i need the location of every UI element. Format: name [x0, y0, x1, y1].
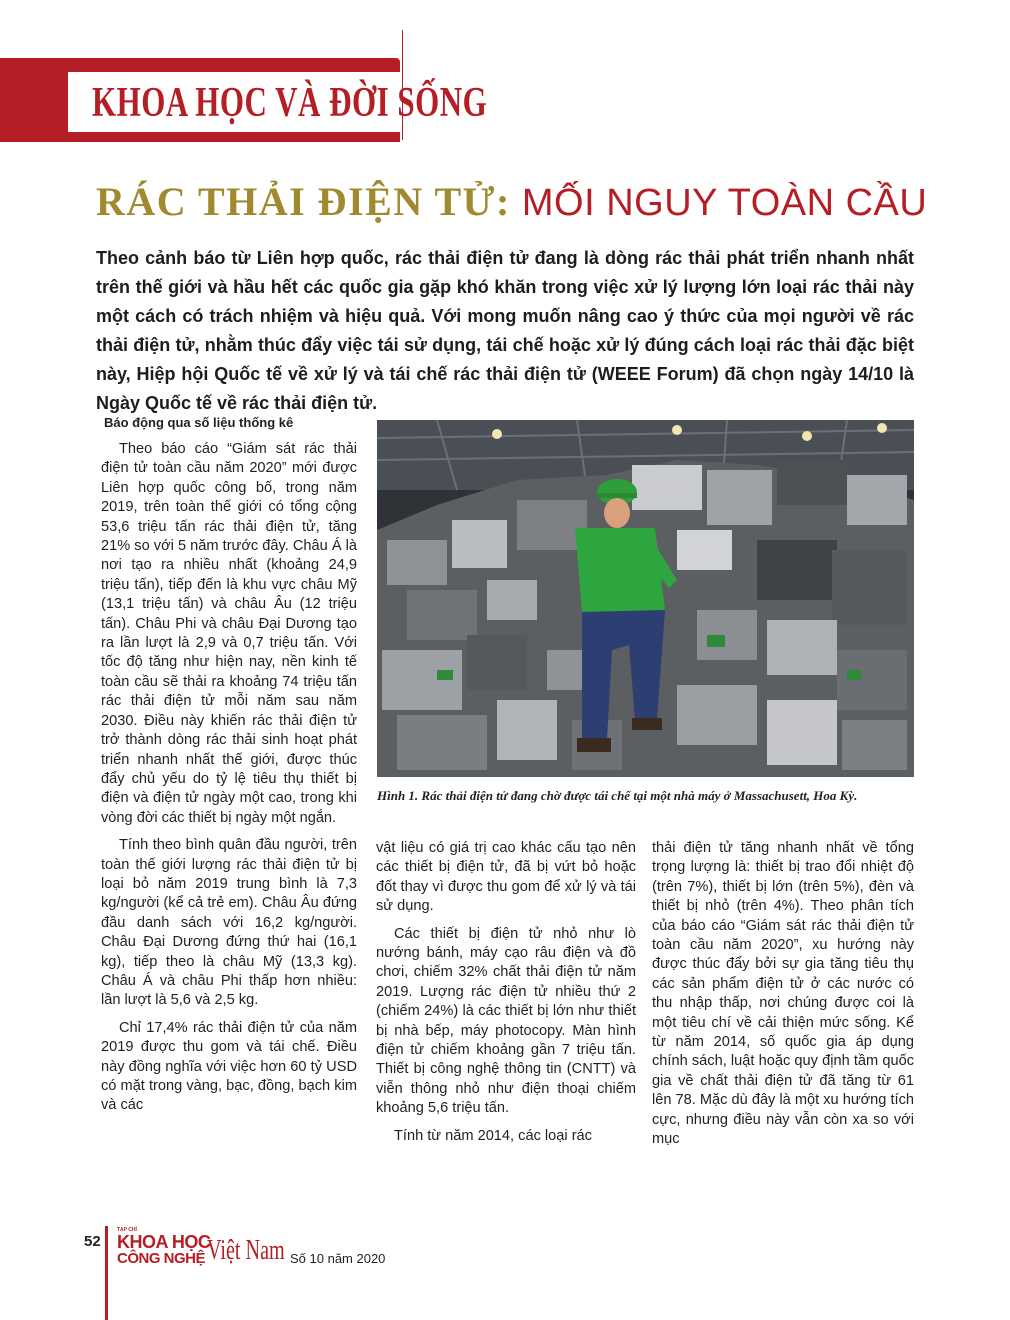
ewaste-photo-illustration	[377, 420, 914, 777]
paragraph: thải điện tử tăng nhanh nhất về tổng trọng lượng là: thiết bị trao đổi nhiệt độ (trên 7%), thiết bị lớn (trên 5%), đèn và thiết bị nhỏ (trên 4%). Theo phân tích của báo cáo “Giám sát rác thải điện tử toàn cầu năm 2020”, xu hướng này được thúc đẩy bởi sự gia tăng tiêu thụ các sản phẩm điện tử ở các nước có thu nhập thấp, nơi chúng được coi là một tiêu chí về cải thiện mức sống. Kể từ năm 2014, số quốc gia áp dụng chính sách, luật hoặc quy định tầm quốc gia về chất thải điện tử đã tăng từ 61 lên 78. Mặc dù đây là một xu hướng tích cực, nhưng điều này vẫn còn xa so với mục	[652, 840, 914, 1148]
paragraph: Các thiết bị điện tử nhỏ như lò nướng bánh, máy cạo râu điện và đồ chơi, chiếm 32% chất thải điện tử năm 2019. Lượng rác điện tử nhiều thứ 2 (chiếm 24%) là các thiết bị lớn như thiết bị nhà bếp, máy photocopy. Màn hình điện tử chiếm khoảng gần 7 triệu tấn. Thiết bị công nghệ thông tin (CNTT) và viễn thông nhỏ như điện thoại chiếm khoảng 5,6 triệu tấn.	[376, 925, 636, 1117]
column-1	[101, 440, 357, 1124]
figure-photo	[377, 420, 914, 777]
issue-label: Số 10 năm 2020	[290, 1251, 386, 1266]
headline-bold: RÁC THẢI ĐIỆN TỬ:	[96, 179, 511, 224]
paragraph: Tính từ năm 2014, các loại rác	[394, 1127, 592, 1144]
article-lead: Theo cảnh báo từ Liên hợp quốc, rác thải điện tử đang là dòng rác thải phát triển nhanh nhất trên thế giới và hầu hết các quốc gia gặp khó khăn trong việc xử lý lượng lớn loại rác thải này một cách có trách nhiệm và hiệu quả. Với mong muốn nâng cao ý thức của mọi người về rác thải điện tử, nhằm thúc đẩy việc tái sử dụng, tái chế hoặc xử lý đúng cách loại rác thải đặc biệt này, Hiệp hội Quốc tế về xử lý và tái chế rác thải điện tử (WEEE Forum) đã chọn ngày 14/10 là Ngày Quốc tế về rác thải điện tử.	[96, 248, 914, 413]
masthead-label: TẠP CHÍ	[117, 1227, 137, 1233]
column-2	[376, 839, 636, 1154]
section-subheading: Báo động qua số liệu thống kê	[104, 415, 294, 430]
paragraph: Theo báo cáo “Giám sát rác thải điện tử toàn cầu năm 2020” mới được Liên hợp quốc công bố, trong năm 2019, trên toàn thế giới có tổng cộng 53,6 triệu tấn rác thải điện tử, tăng 21% so với 5 năm trước đây. Châu Á là nơi tạo ra nhiều nhất (khoảng 24,9 triệu tấn), tiếp đến là khu vực châu Mỹ (13,1 triệu tấn) và châu Âu (12 triệu tấn). Châu Phi và châu Đại Dương tạo ra lần lượt là 2,9 và 0,7 triệu tấn. Với tốc độ tăng như hiện nay, nền kinh tế toàn cầu sẽ thải ra khoảng 74 triệu tấn rác thải điện tử mỗi năm sau năm 2030. Điều này khiến rác thải điện tử trở thành dòng rác thải sinh hoạt phát triển nhanh nhất thế giới, được thúc đẩy chủ yếu do tỷ lệ tiêu thụ thiết bị điện và điện tử ngày một cao, trong khi vòng đời các thiết bị ngày một ngắn.	[101, 441, 357, 826]
column-3	[652, 839, 914, 1158]
figure-caption: Hình 1. Rác thải điện tử đang chờ được tái chế tại một nhà máy ở Massachusett, Hoa Kỳ.	[377, 788, 858, 803]
paragraph: vật liệu có giá trị cao khác cấu tạo nên các thiết bị điện tử, đã bị vứt bỏ hoặc đốt thay vì được thu gom để xử lý và tái sử dụng.	[376, 840, 636, 915]
paragraph: Chỉ 17,4% rác thải điện tử của năm 2019 được thu gom và tái chế. Điều này đồng nghĩa với việc hơn 60 tỷ USD có mặt trong vàng, bạc, đồng, bạch kim và các	[101, 1019, 357, 1114]
headline-light: MỐI NGUY TOÀN CẦU	[510, 182, 928, 224]
paragraph: Tính theo bình quân đầu người, trên toàn thế giới lượng rác thải điện tử bị loại bỏ năm 2019 trung bình là 7,3 kg/người (kể cả trẻ em). Châu Âu đứng đầu danh sách với 16,2 kg/người. Châu Đại Dương đứng thứ hai (16,1 kg), tiếp theo là châu Mỹ (13,3 kg). Châu Á và châu Phi thấp hơn nhiều: lần lượt là 5,6 và 2,5 kg.	[101, 837, 357, 1009]
masthead-line-2: CÔNG NGHỆ	[117, 1250, 206, 1267]
footer-accent-bar	[105, 1226, 108, 1320]
page-number: 52	[84, 1233, 101, 1250]
section-title: KHOA HỌC VÀ ĐỜI SỐNG	[92, 78, 488, 126]
masthead-country: Việt Nam	[207, 1235, 285, 1266]
masthead-line-1: KHOA HỌC	[117, 1232, 211, 1252]
article-headline	[96, 178, 927, 225]
